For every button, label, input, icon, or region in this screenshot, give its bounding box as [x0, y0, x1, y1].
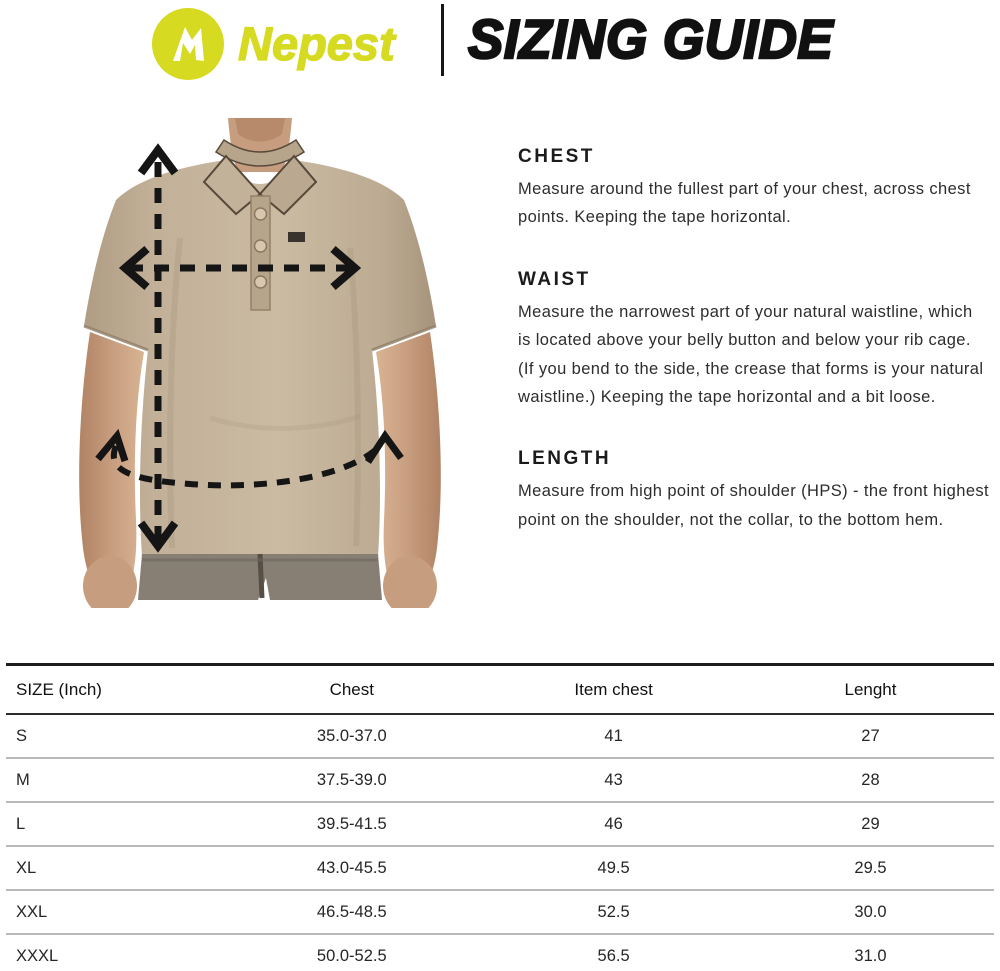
right-arm	[376, 332, 441, 608]
cell-size: M	[16, 770, 30, 789]
chest-heading: CHEST	[518, 146, 595, 167]
size-table	[6, 663, 994, 971]
shorts	[138, 554, 382, 600]
waist-body: Measure the narrowest part of your natural waistline, which is located above your belly button and below your rib cage. (If you bend to the side, the crease that forms is your natural waistline.) Keeping the tape horizontal and a bit loose.	[518, 302, 984, 406]
col-chest: Chest	[329, 679, 374, 699]
page-title: SIZING GUIDE	[468, 9, 834, 71]
cell-item-chest: 41	[604, 726, 623, 745]
button-placket	[251, 196, 270, 310]
cell-length: 28	[861, 770, 880, 789]
brand-name: Nepest	[238, 17, 395, 70]
section-chest	[518, 146, 990, 232]
cell-chest: 37.5-39.0	[316, 770, 387, 789]
cell-size: XXL	[16, 902, 48, 921]
header	[0, 0, 1000, 96]
cell-chest: 46.5-48.5	[316, 902, 387, 921]
cell-chest: 50.0-52.5	[316, 946, 387, 965]
waist-heading: WAIST	[518, 268, 591, 290]
table-row-xxl	[6, 891, 994, 935]
left-arm	[79, 332, 144, 608]
length-heading: LENGTH	[518, 448, 612, 470]
cell-size: L	[16, 814, 26, 833]
cell-length: 31.0	[854, 946, 887, 965]
table-row-s	[6, 715, 994, 759]
cell-chest: 43.0-45.5	[316, 858, 387, 877]
table-row-l	[6, 803, 994, 847]
col-size: SIZE (Inch)	[16, 679, 102, 699]
cell-length: 29.5	[854, 858, 887, 877]
length-body: Measure from high point of shoulder (HPS) - the front highest point on the shoulder, not the collar, to the bottom hem.	[518, 482, 990, 529]
cell-chest: 35.0-37.0	[316, 726, 387, 745]
cell-size: S	[16, 726, 28, 745]
chest-body: Measure around the fullest part of your chest, across chest points. Keeping the tape horizontal.	[518, 180, 971, 227]
cell-item-chest: 43	[604, 770, 623, 789]
shirt-figure-svg	[30, 118, 490, 608]
cell-chest: 39.5-41.5	[316, 814, 387, 833]
header-divider	[441, 4, 444, 76]
cell-length: 30.0	[854, 902, 887, 921]
table-row-m	[6, 759, 994, 803]
section-waist	[518, 269, 990, 412]
size-table-header	[6, 663, 994, 715]
cell-item-chest: 56.5	[597, 946, 630, 965]
table-row-xl	[6, 847, 994, 891]
button-1	[255, 208, 267, 220]
cell-size: XXXL	[16, 946, 59, 965]
col-item-chest: Item chest	[574, 679, 653, 699]
cell-item-chest: 52.5	[597, 902, 630, 921]
measure-instructions	[518, 146, 990, 571]
cell-item-chest: 46	[604, 814, 623, 833]
col-length: Lenght	[844, 679, 897, 699]
table-row-xxxl	[6, 935, 994, 971]
cell-size: XL	[16, 858, 37, 877]
shirt-measurement-figure	[30, 118, 490, 608]
section-length	[518, 448, 990, 534]
button-3	[255, 276, 267, 288]
chest-logo-patch	[288, 232, 305, 242]
cell-length: 29	[861, 814, 880, 833]
nepest-logo-icon	[152, 8, 224, 80]
cell-length: 27	[861, 726, 880, 745]
button-2	[255, 240, 267, 252]
cell-item-chest: 49.5	[597, 858, 630, 877]
